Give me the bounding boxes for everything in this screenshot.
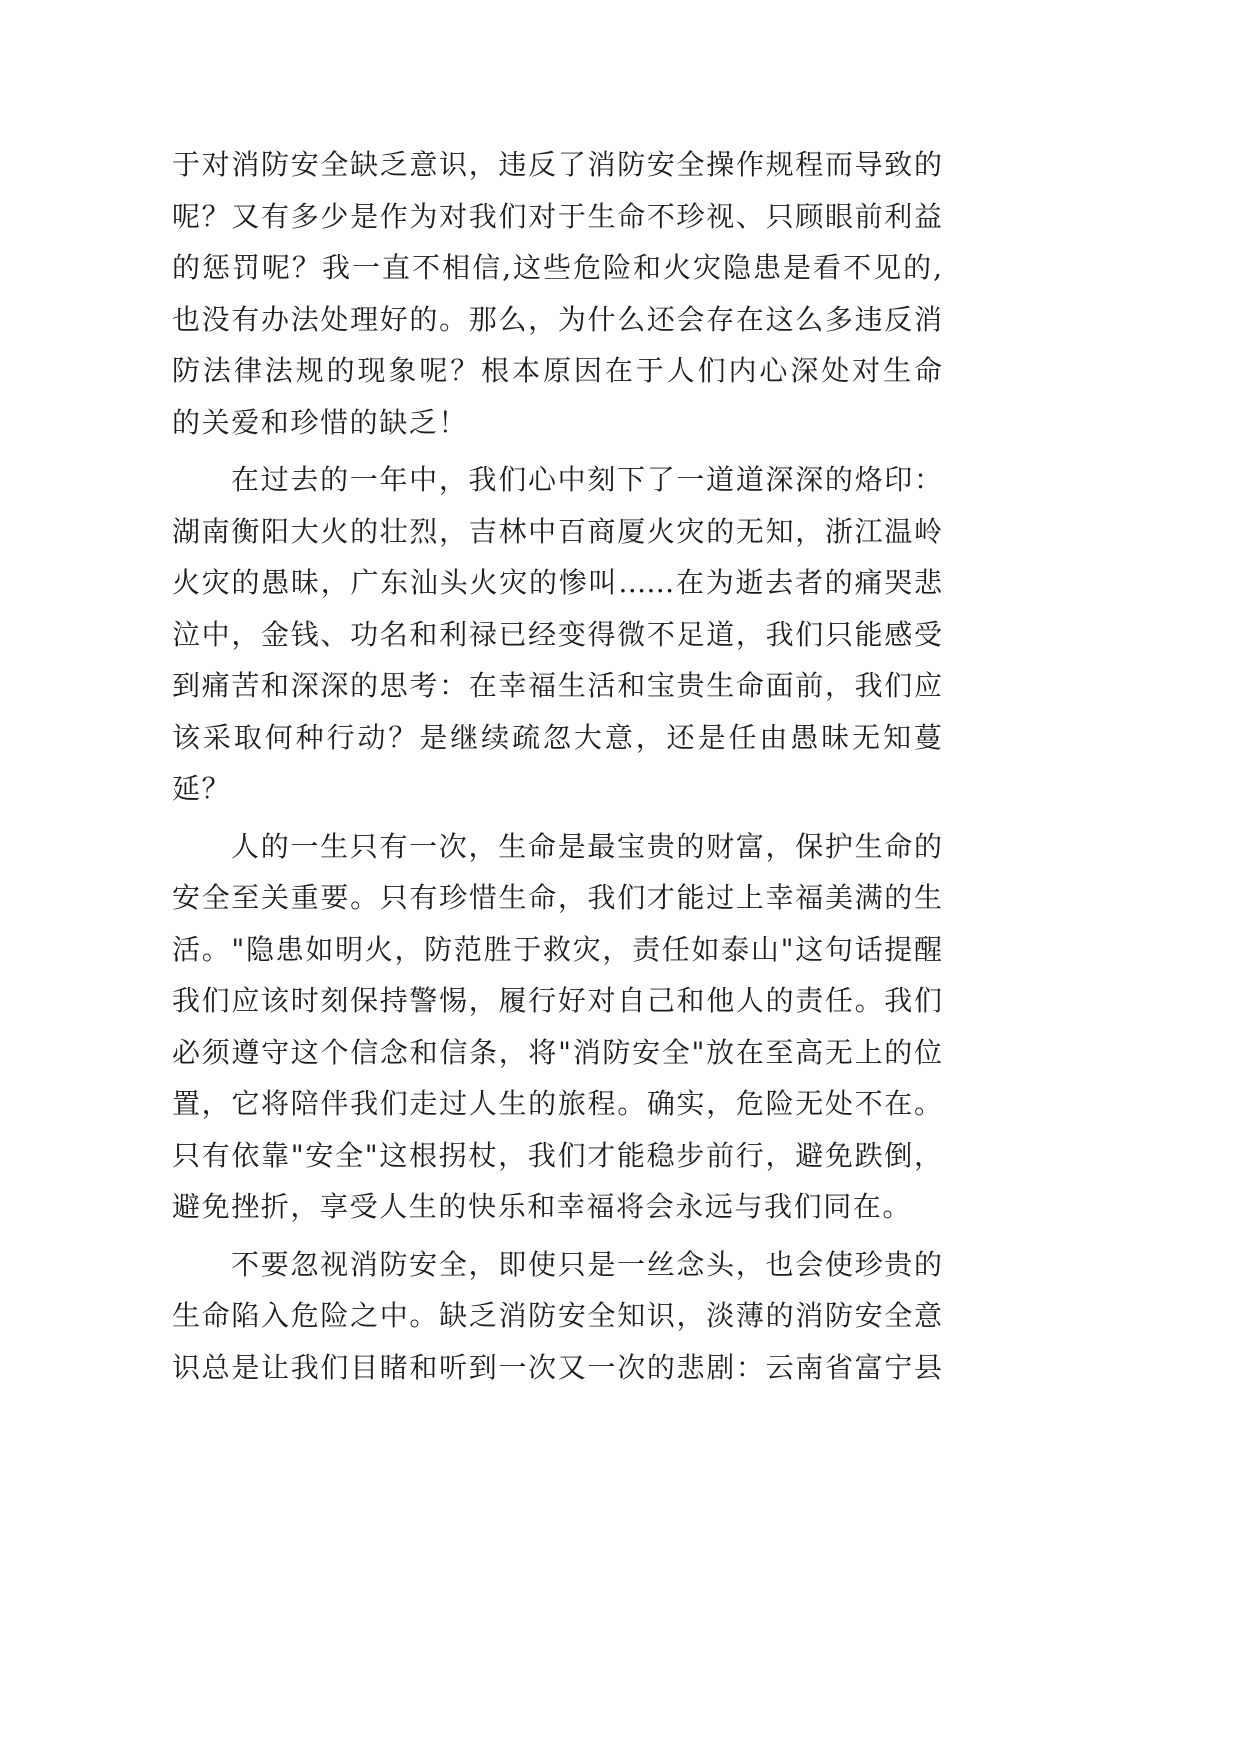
text-line: 的惩罚呢？我一直不相信,这些危险和火灾隐患是看不见的, [172, 251, 942, 284]
text-line: 避免挫折，享受人生的快乐和幸福将会永远与我们同在。 [172, 1190, 913, 1223]
paragraph-1 [172, 139, 942, 448]
paragraph-3 [172, 821, 942, 1233]
text-line: 我们应该时刻保持警惕，履行好对自己和他人的责任。我们 [172, 984, 942, 1017]
text-line: 置，它将陪伴我们走过人生的旅程。确实，危险无处不在。 [172, 1087, 942, 1120]
text-line: 在过去的一年中，我们心中刻下了一道道深深的烙印： [231, 463, 942, 496]
text-line: 也没有办法处理好的。那么，为什么还会存在这么多违反消 [172, 302, 942, 336]
text-line: 必须遵守这个信念和信条，将"消防安全"放在至高无上的位 [172, 1035, 942, 1069]
text-line: 于对消防安全缺乏意识，违反了消防安全操作规程而导致的 [172, 148, 942, 181]
text-line: 的关爱和珍惜的缺乏！ [172, 405, 469, 439]
text-line: 识总是让我们目睹和听到一次又一次的悲剧：云南省富宁县 [172, 1350, 942, 1384]
text-line: 湖南衡阳大火的壮烈，吉林中百商厦火灾的无知，浙江温岭 [172, 514, 942, 548]
paragraph-4 [172, 1239, 942, 1394]
document-body [172, 139, 942, 1393]
text-line: 安全至关重要。只有珍惜生命，我们才能过上幸福美满的生 [172, 881, 942, 914]
text-line: 活。"隐患如明火，防范胜于救灾，责任如泰山"这句话提醒 [172, 932, 942, 966]
text-line: 到痛苦和深深的思考：在幸福生活和宝贵生命面前，我们应 [172, 669, 942, 702]
text-line: 防法律法规的现象呢？根本原因在于人们内心深处对生命 [172, 354, 942, 387]
paragraph-2 [172, 454, 942, 815]
text-line: 该采取何种行动？是继续疏忽大意，还是任由愚昧无知蔓 [172, 720, 942, 754]
text-line: 人的一生只有一次，生命是最宝贵的财富，保护生命的 [231, 829, 942, 863]
text-line: 泣中，金钱、功名和利禄已经变得微不足道，我们只能感受 [172, 617, 942, 651]
text-line: 不要忽视消防安全，即使只是一丝念头，也会使珍贵的 [231, 1247, 942, 1281]
text-line: 呢？又有多少是作为对我们对于生命不珍视、只顾眼前利益 [172, 199, 942, 233]
text-line: 生命陷入危险之中。缺乏消防安全知识，淡薄的消防安全意 [172, 1299, 942, 1332]
text-line: 延？ [172, 772, 232, 805]
text-line: 只有依靠"安全"这根拐杖，我们才能稳步前行，避免跌倒， [172, 1138, 942, 1172]
text-line: 火灾的愚昧，广东汕头火灾的惨叫……在为逝去者的痛哭悲 [172, 566, 942, 599]
